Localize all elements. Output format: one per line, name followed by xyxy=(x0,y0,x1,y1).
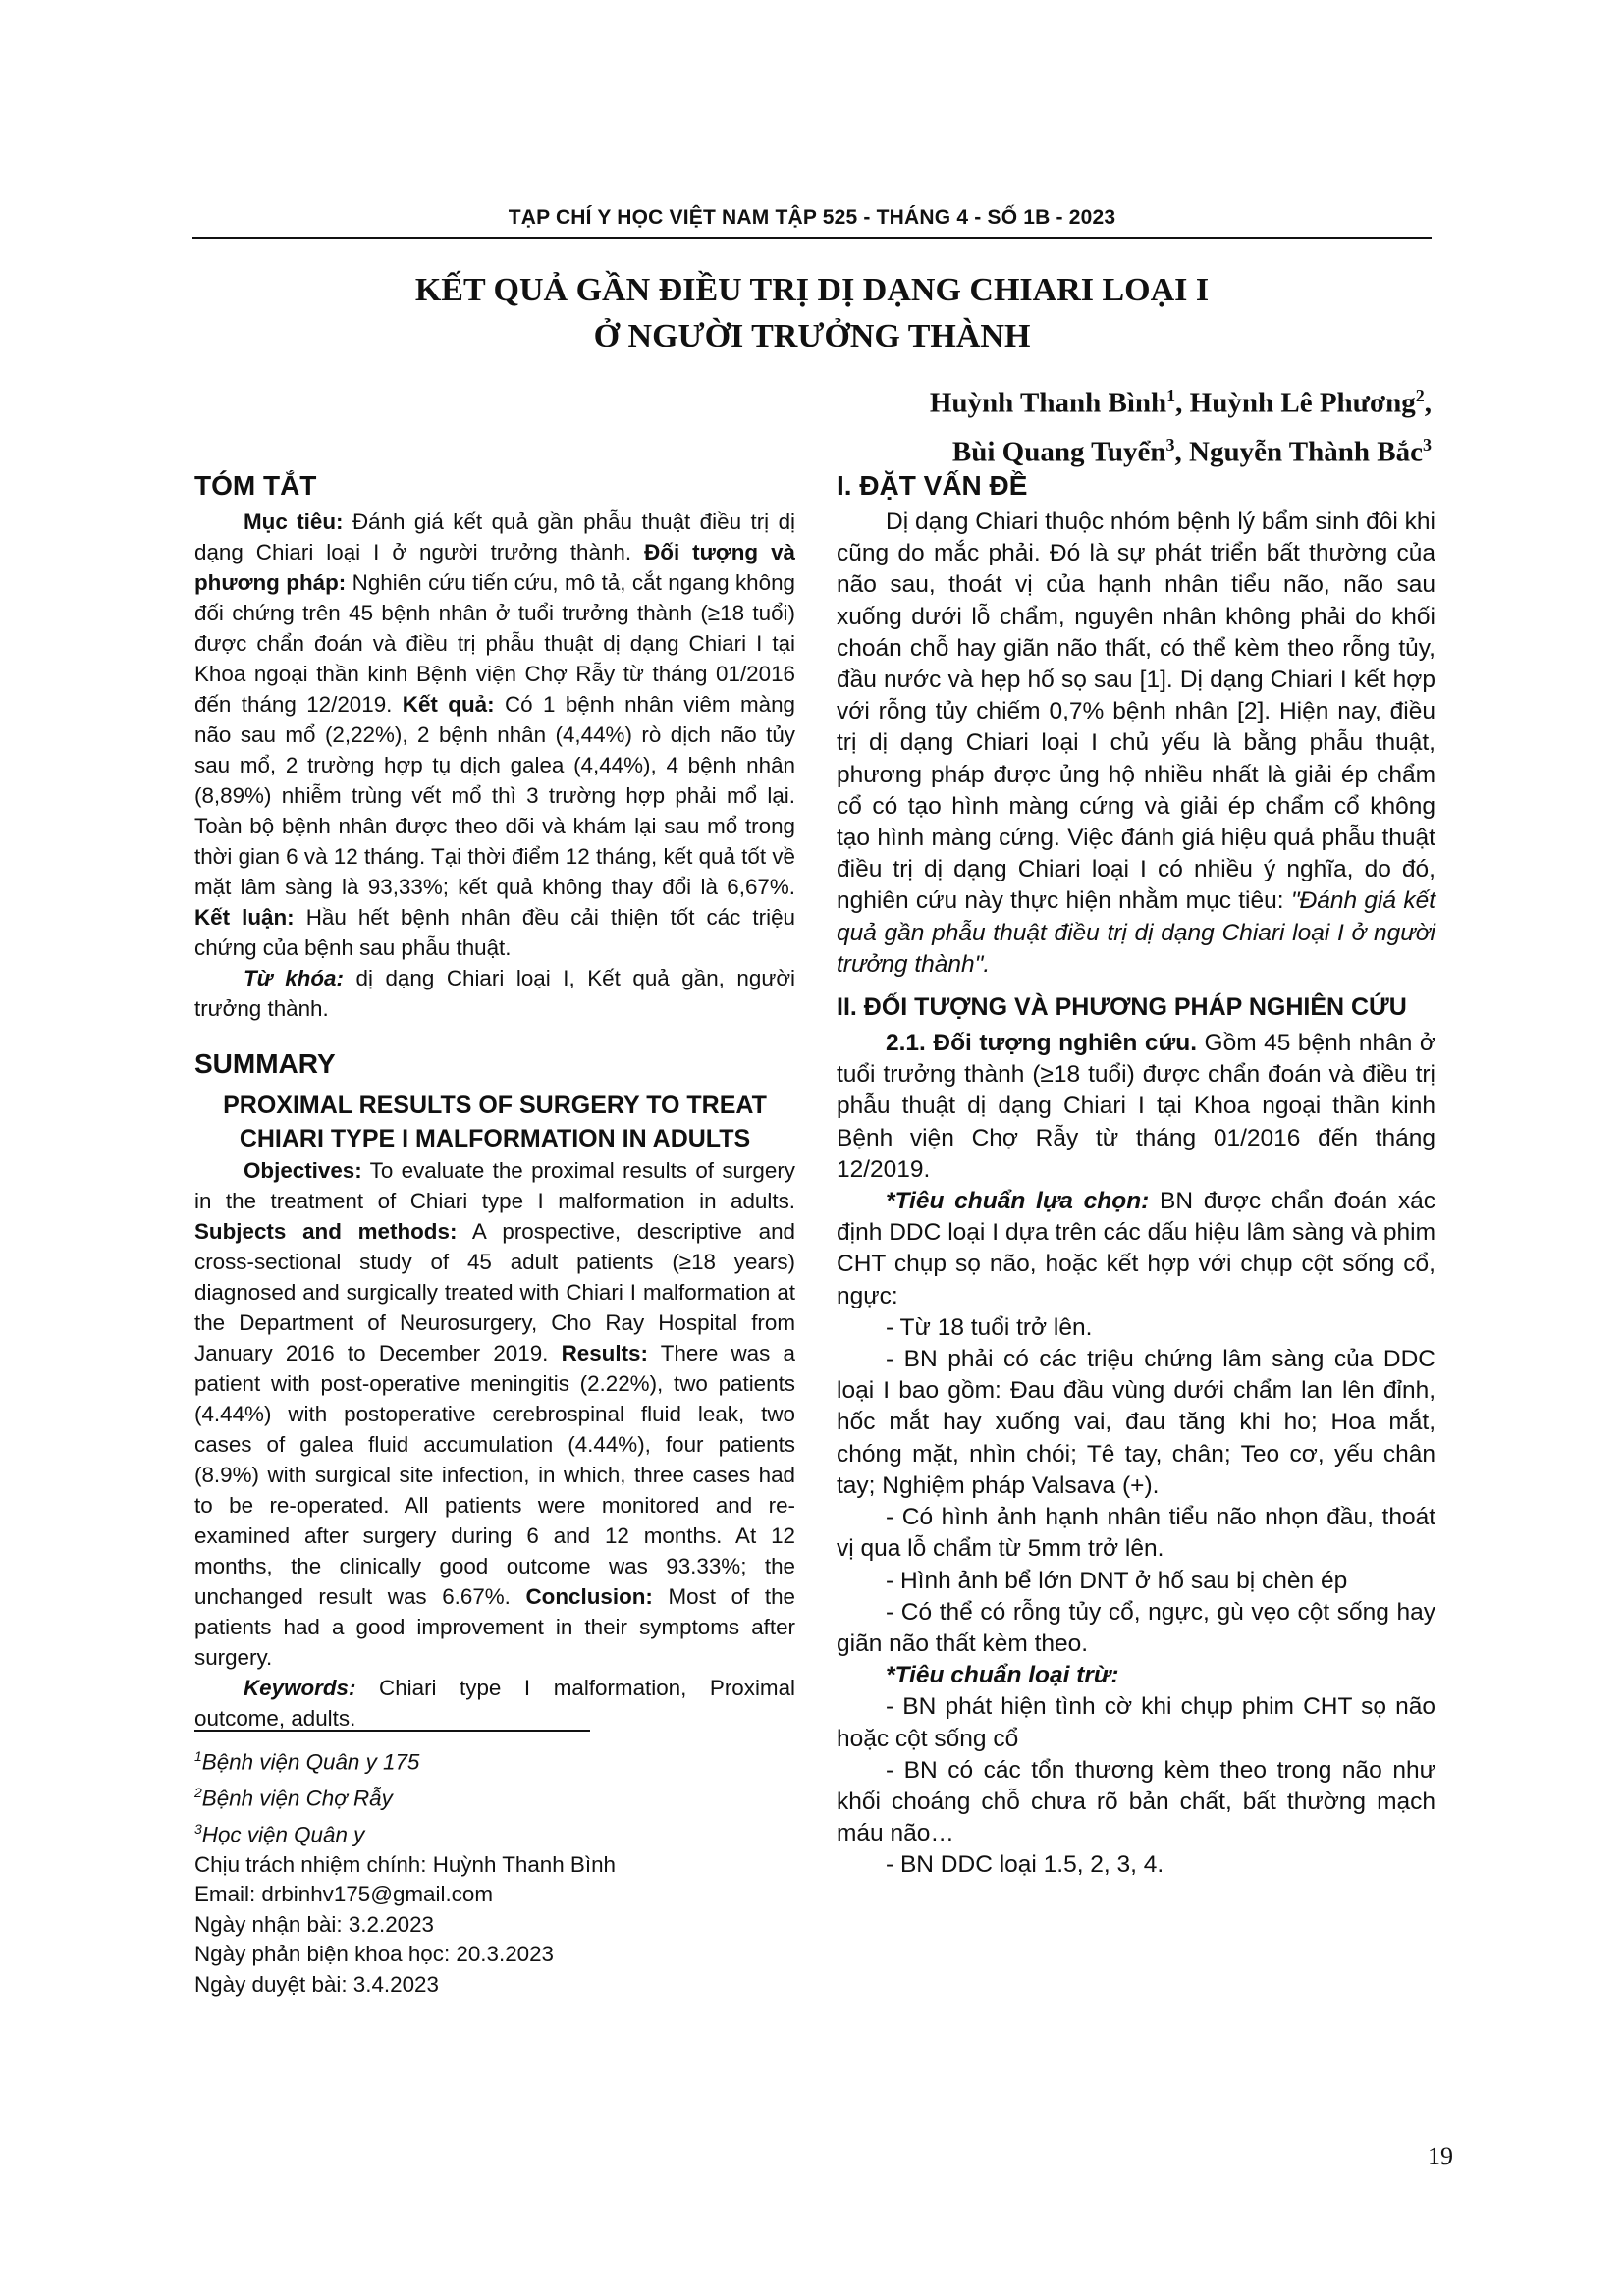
abstract-vi-heading: TÓM TẮT xyxy=(194,470,317,501)
author-name: Nguyễn Thành Bắc xyxy=(1189,436,1423,468)
exclusion-item: - BN có các tổn thương kèm theo trong não như khối choáng chỗ chưa rõ bản chất, bất thường mạch máu não… xyxy=(837,1756,1435,1847)
affiliation-name: Bệnh viện Chợ Rẫy xyxy=(201,1786,393,1811)
exclusion-item: - BN phát hiện tình cờ khi chụp phim CHT sọ não hoặc cột sống cổ xyxy=(837,1693,1435,1752)
title-line-2: Ở NGƯỜI TRƯỞNG THÀNH xyxy=(593,318,1031,354)
author-line-2 xyxy=(744,424,1432,473)
results-label: Kết quả: xyxy=(402,692,495,717)
inclusion-item: - Có thể có rỗng tủy cổ, ngực, gù vẹo cột sống hay giãn não thất kèm theo. xyxy=(837,1598,1435,1657)
footnote-rule xyxy=(194,1730,590,1732)
summary-body xyxy=(194,1155,795,1673)
objective-text: Đánh giá kết quả gần phẫu thuật điều trị dị dạng Chiari loại I ở người trưởng thành. xyxy=(194,509,795,564)
author-list xyxy=(744,375,1432,472)
right-column xyxy=(837,469,1435,1882)
inclusion-item: - Có hình ảnh hạnh nhân tiểu não nhọn đầu, thoát vị qua lỗ chẩm từ 5mm trở lên. xyxy=(837,1504,1435,1563)
affiliation-3 xyxy=(194,1814,795,1850)
author-name: Huỳnh Thanh Bình xyxy=(929,387,1167,419)
inclusion-criteria xyxy=(837,1186,1435,1312)
exclusion-criteria xyxy=(837,1660,1435,1691)
results-en-text: There was a patient with post-operative meningitis (2.22%), two patients (4.44%) with postoperative cerebrospinal fluid leak, two cases of galea fluid accumulation (4.44%), four patients (8.9%) with surgical site infection, in which, three cases had to be re-operated. All patients were monitored and re-examined after surgery during 6 and 12 months. At 12 months, the clinically good outcome was 93.33%; the unchanged result was 6.67%. xyxy=(194,1341,795,1609)
subjects-methods-label: Subjects and methods: xyxy=(194,1219,458,1244)
methods-text: Nghiên cứu tiến cứu, mô tả, cắt ngang không đối chứng trên 45 bệnh nhân ở tuổi trưởng thành (≥18 tuổi) được chẩn đoán và điều trị phẫu thuật dị dạng Chiari I tại Khoa ngoại thần kinh Bệnh viện Chợ Rẫy từ tháng 01/2016 đến tháng 12/2019. xyxy=(194,570,795,717)
subjects-paragraph xyxy=(837,1028,1435,1186)
inclusion-text: BN được chẩn đoán xác định DDC loại I dựa trên các dấu hiệu lâm sàng và phim CHT chụp sọ não, hoặc kết hợp với chụp cột sống cổ, ngực: xyxy=(837,1188,1435,1309)
journal-header: TẠP CHÍ Y HỌC VIỆT NAM TẬP 525 - THÁNG 4 - SỐ 1B - 2023 xyxy=(508,206,1116,229)
affiliation-marker: 2 xyxy=(194,1784,202,1800)
title-line-1: KẾT QUẢ GẦN ĐIỀU TRỊ DỊ DẠNG CHIARI LOẠI I xyxy=(414,272,1210,308)
summary-heading: SUMMARY xyxy=(194,1048,336,1079)
affiliation-marker: 3 xyxy=(194,1820,202,1837)
objective-label: Mục tiêu: xyxy=(244,509,344,534)
summary-keywords xyxy=(194,1673,795,1734)
author-name: Bùi Quang Tuyển xyxy=(951,436,1166,468)
objectives-text: To evaluate the proximal results of surgery in the treatment of Chiari type I malformation in adults. xyxy=(194,1158,795,1213)
spacer xyxy=(837,981,1435,990)
affiliation-name: Bệnh viện Quân y 175 xyxy=(201,1749,420,1775)
section-1-paragraph xyxy=(837,507,1435,981)
author-separator: , xyxy=(1174,436,1189,468)
author-line-1 xyxy=(744,375,1432,424)
author-affiliation: 3 xyxy=(1165,434,1175,454)
affiliation-marker: 1 xyxy=(194,1748,202,1764)
results-text: Có 1 bệnh nhân viêm màng não sau mổ (2,22%), 2 bệnh nhân (4,44%) rò dịch não tủy sau mổ, 2 trường hợp tụ dịch galea (4,44%), 4 bệnh nhân (8,89%) nhiễm trùng vết mổ thì 3 trường hợp phải mổ lại. Toàn bộ bệnh nhân được theo dõi và khám lại sau mổ trong thời gian 6 và 12 tháng. Tại thời điểm 12 tháng, kết quả tốt về mặt lâm sàng là 93,33%; kết quả không thay đổi là 6,67%. xyxy=(194,692,795,899)
abstract-vi-body xyxy=(194,507,795,963)
header-rule xyxy=(192,237,1432,239)
article-title xyxy=(255,267,1369,359)
author-separator: , xyxy=(1175,387,1190,419)
methods-label: Đối tượng và phương pháp: xyxy=(194,540,796,595)
subjects-methods-text: A prospective, descriptive and cross-sectional study of 45 adult patients (≥18 years) diagnosed and surgically treated with Chiari I malformation at the Department of Neurosurgery, Cho Ray Hospital from January 2016 to December 2019. xyxy=(194,1219,795,1365)
affiliation-2 xyxy=(194,1778,795,1814)
corresponding-author: Chịu trách nhiệm chính: Huỳnh Thanh Bình xyxy=(194,1851,616,1877)
author-affiliation: 3 xyxy=(1423,434,1432,454)
spacer xyxy=(194,1024,795,1047)
affiliation-1 xyxy=(194,1741,795,1778)
results-en-label: Results: xyxy=(561,1341,648,1365)
objectives-label: Objectives: xyxy=(244,1158,362,1183)
exclusion-item: - BN DDC loại 1.5, 2, 3, 4. xyxy=(886,1851,1164,1879)
abstract-vi-keywords xyxy=(194,963,795,1024)
keywords-en-text: Chiari type I malformation, Proximal outcome, adults. xyxy=(194,1676,795,1731)
author-affiliation: 2 xyxy=(1415,386,1425,405)
conclusion-text: Hầu hết bệnh nhân đều cải thiện tốt các triệu chứng của bệnh sau phẫu thuật. xyxy=(194,905,795,960)
conclusion-label: Kết luận: xyxy=(194,905,295,930)
page-number: 19 xyxy=(1428,2142,1453,2170)
keywords-text: dị dạng Chiari loại I, Kết quả gần, người trưởng thành. xyxy=(194,966,795,1021)
author-name: Huỳnh Lê Phương xyxy=(1189,387,1416,419)
keywords-label: Từ khóa: xyxy=(244,966,344,990)
author-separator: , xyxy=(1424,387,1432,419)
section-1-text: Dị dạng Chiari thuộc nhóm bệnh lý bẩm sinh đôi khi cũng do mắc phải. Đó là sự phát triển bất thường của não sau, thoát vị của hạnh nhân tiểu não, não sau xuống dưới lỗ chẩm, nguyên nhân không phải do khối choán chỗ hay giãn não thất, có thể kèm theo rỗng tủy, đầu nước và hẹp hố sọ sau [1]. Dị dạng Chiari I kết hợp với rỗng tủy chiếm 0,7% bệnh nhân [2]. Hiện nay, điều trị dị dạng Chiari loại I chủ yếu là bằng phẫu thuật, phương pháp được ủng hộ nhiều nhất là giải ép chẩm cổ có tạo hình màng cứng và giải ép chẩm cổ không tạo hình màng cứng. Việc đánh giá hiệu quả phẫu thuật điều trị dị dạng Chiari loại I có nhiều ý nghĩa, do đó, nghiên cứu này thực hiện nhằm mục tiêu: xyxy=(837,508,1435,915)
exclusion-label: *Tiêu chuẩn loại trừ: xyxy=(886,1662,1119,1689)
date-received: Ngày nhận bài: 3.2.2023 xyxy=(194,1911,435,1937)
section-1-heading: I. ĐẶT VẤN ĐỀ xyxy=(837,470,1028,501)
footnotes xyxy=(194,1741,795,2000)
email: Email: drbinhv175@gmail.com xyxy=(194,1882,493,1907)
date-accepted: Ngày duyệt bài: 3.4.2023 xyxy=(194,1971,439,1997)
left-column xyxy=(194,469,795,1734)
affiliation-name: Học viện Quân y xyxy=(201,1822,365,1847)
conclusion-en-label: Conclusion: xyxy=(525,1584,653,1609)
subsection-2-1-text: Gồm 45 bệnh nhân ở tuổi trưởng thành (≥18 tuổi) được chẩn đoán và điều trị phẫu thuật dị dạng Chiari I tại Khoa ngoại thần kinh Bệnh viện Chợ Rẫy từ tháng 01/2016 đến tháng 12/2019. xyxy=(837,1030,1435,1183)
inclusion-item: - Hình ảnh bể lớn DNT ở hố sau bị chèn ép xyxy=(886,1567,1348,1594)
conclusion-en-text: Most of the patients had a good improvement in their symptoms after surgery. xyxy=(194,1584,796,1670)
section-2-heading: II. ĐỐI TƯỢNG VÀ PHƯƠNG PHÁP NGHIÊN CỨU xyxy=(837,993,1407,1022)
author-affiliation: 1 xyxy=(1166,386,1176,405)
section-1-objective-quote: "Đánh giá kết quả gần phẫu thuật điều trị dị dạng Chiari loại I ở người trưởng thành". xyxy=(837,887,1435,978)
subsection-2-1-label: 2.1. Đối tượng nghiên cứu. xyxy=(886,1030,1198,1057)
inclusion-item: - Từ 18 tuổi trở lên. xyxy=(886,1313,1093,1341)
date-reviewed: Ngày phản biện khoa học: 20.3.2023 xyxy=(194,1942,555,1967)
inclusion-item: - BN phải có các triệu chứng lâm sàng của DDC loại I bao gồm: Đau đầu vùng dưới chẩm lan lên đỉnh, hốc mắt hay xuống vai, đau tăng khi ho; Hoa mắt, chóng mặt, nhìn chói; Tê tay, chân; Teo cơ, yếu chân tay; Nghiệm pháp Valsava (+). xyxy=(837,1346,1435,1499)
keywords-en-label: Keywords: xyxy=(244,1676,356,1700)
inclusion-label: *Tiêu chuẩn lựa chọn: xyxy=(886,1188,1150,1215)
summary-title: PROXIMAL RESULTS OF SURGERY TO TREAT CHIARI TYPE I MALFORMATION IN ADULTS xyxy=(223,1092,767,1152)
